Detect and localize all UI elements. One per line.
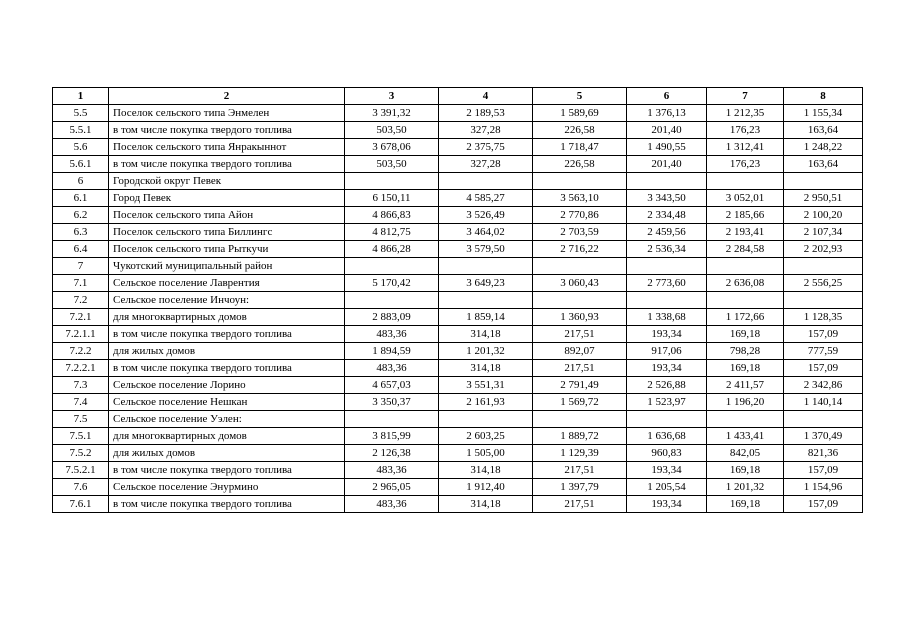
cell-col-5: 226,58 bbox=[533, 156, 627, 173]
cell-col-6: 1 636,68 bbox=[627, 428, 707, 445]
table-row bbox=[53, 394, 863, 411]
cell-name: в том числе покупка твердого топлива bbox=[109, 462, 345, 479]
cell-col-7: 1 201,32 bbox=[707, 479, 784, 496]
cell-number: 6.3 bbox=[53, 224, 109, 241]
cell-number: 5.5 bbox=[53, 105, 109, 122]
table-row bbox=[53, 496, 863, 513]
cell-col-5: 3 563,10 bbox=[533, 190, 627, 207]
cell-col-6: 2 459,56 bbox=[627, 224, 707, 241]
cell-col-8: 1 370,49 bbox=[784, 428, 863, 445]
cell-col-6: 201,40 bbox=[627, 122, 707, 139]
cell-col-5: 217,51 bbox=[533, 326, 627, 343]
cell-number: 5.6 bbox=[53, 139, 109, 156]
cell-col-8: 1 248,22 bbox=[784, 139, 863, 156]
cell-number: 7.4 bbox=[53, 394, 109, 411]
cell-col-7: 176,23 bbox=[707, 122, 784, 139]
cell-number: 7.2 bbox=[53, 292, 109, 309]
cell-number: 6.4 bbox=[53, 241, 109, 258]
cell-col-6: 193,34 bbox=[627, 462, 707, 479]
cell-col-6 bbox=[627, 411, 707, 428]
cell-col-8: 163,64 bbox=[784, 122, 863, 139]
table-row bbox=[53, 326, 863, 343]
cell-col-3 bbox=[345, 173, 439, 190]
cell-col-8: 1 154,96 bbox=[784, 479, 863, 496]
cell-col-8: 2 950,51 bbox=[784, 190, 863, 207]
table-row bbox=[53, 428, 863, 445]
cell-col-6: 1 338,68 bbox=[627, 309, 707, 326]
cell-col-5: 1 360,93 bbox=[533, 309, 627, 326]
cell-col-8: 2 202,93 bbox=[784, 241, 863, 258]
cell-col-3: 5 170,42 bbox=[345, 275, 439, 292]
cell-col-7: 842,05 bbox=[707, 445, 784, 462]
cell-col-4: 3 551,31 bbox=[439, 377, 533, 394]
cell-col-3 bbox=[345, 411, 439, 428]
cell-name: для многоквартирных домов bbox=[109, 428, 345, 445]
cell-col-6: 1 490,55 bbox=[627, 139, 707, 156]
header-col-8: 8 bbox=[784, 88, 863, 105]
cell-number: 7.2.1.1 bbox=[53, 326, 109, 343]
cell-name: Городской округ Певек bbox=[109, 173, 345, 190]
cell-col-5: 217,51 bbox=[533, 496, 627, 513]
cell-col-5: 892,07 bbox=[533, 343, 627, 360]
cell-col-6: 2 526,88 bbox=[627, 377, 707, 394]
table-row bbox=[53, 241, 863, 258]
cell-col-6 bbox=[627, 173, 707, 190]
cell-name: Поселок сельского типа Биллингс bbox=[109, 224, 345, 241]
cell-name: Поселок сельского типа Рыткучи bbox=[109, 241, 345, 258]
cell-col-5: 3 060,43 bbox=[533, 275, 627, 292]
cell-col-3: 4 657,03 bbox=[345, 377, 439, 394]
cell-col-3: 483,36 bbox=[345, 496, 439, 513]
cell-number: 7.6.1 bbox=[53, 496, 109, 513]
cell-col-8: 2 100,20 bbox=[784, 207, 863, 224]
cell-col-7: 1 212,35 bbox=[707, 105, 784, 122]
cell-col-5: 2 716,22 bbox=[533, 241, 627, 258]
cell-col-4: 327,28 bbox=[439, 156, 533, 173]
cell-col-7: 3 052,01 bbox=[707, 190, 784, 207]
cell-col-3: 2 126,38 bbox=[345, 445, 439, 462]
header-col-5: 5 bbox=[533, 88, 627, 105]
table-row bbox=[53, 445, 863, 462]
header-col-1: 1 bbox=[53, 88, 109, 105]
cell-col-6: 1 523,97 bbox=[627, 394, 707, 411]
cell-name: для жилых домов bbox=[109, 343, 345, 360]
cell-col-8 bbox=[784, 258, 863, 275]
cell-col-5: 217,51 bbox=[533, 462, 627, 479]
cell-col-3: 483,36 bbox=[345, 326, 439, 343]
cell-number: 7.2.1 bbox=[53, 309, 109, 326]
cell-number: 7.5.2.1 bbox=[53, 462, 109, 479]
table-row bbox=[53, 377, 863, 394]
cell-col-8: 2 556,25 bbox=[784, 275, 863, 292]
cell-col-6: 201,40 bbox=[627, 156, 707, 173]
table-row bbox=[53, 122, 863, 139]
cell-col-7: 1 172,66 bbox=[707, 309, 784, 326]
cell-col-4 bbox=[439, 173, 533, 190]
cell-col-3: 1 894,59 bbox=[345, 343, 439, 360]
cell-number: 7.2.2 bbox=[53, 343, 109, 360]
cell-col-7: 1 312,41 bbox=[707, 139, 784, 156]
cell-col-4 bbox=[439, 411, 533, 428]
cell-number: 7.3 bbox=[53, 377, 109, 394]
table-row bbox=[53, 343, 863, 360]
table-row bbox=[53, 275, 863, 292]
cell-col-7 bbox=[707, 173, 784, 190]
header-col-4: 4 bbox=[439, 88, 533, 105]
cell-col-5: 1 589,69 bbox=[533, 105, 627, 122]
cell-col-7 bbox=[707, 292, 784, 309]
cell-col-3 bbox=[345, 258, 439, 275]
cell-col-7: 169,18 bbox=[707, 326, 784, 343]
table-row bbox=[53, 207, 863, 224]
header-col-6: 6 bbox=[627, 88, 707, 105]
table-row bbox=[53, 309, 863, 326]
cell-col-4: 1 912,40 bbox=[439, 479, 533, 496]
cell-col-3: 4 866,83 bbox=[345, 207, 439, 224]
cell-col-7: 2 411,57 bbox=[707, 377, 784, 394]
cell-col-5 bbox=[533, 173, 627, 190]
cell-name: Поселок сельского типа Янракыннот bbox=[109, 139, 345, 156]
cell-col-7: 1 196,20 bbox=[707, 394, 784, 411]
cell-col-3: 2 883,09 bbox=[345, 309, 439, 326]
cell-name: Сельское поселение Уэлен: bbox=[109, 411, 345, 428]
cell-col-4: 1 859,14 bbox=[439, 309, 533, 326]
cell-col-3: 2 965,05 bbox=[345, 479, 439, 496]
table-row bbox=[53, 479, 863, 496]
cell-col-4: 314,18 bbox=[439, 462, 533, 479]
cell-col-7: 1 433,41 bbox=[707, 428, 784, 445]
cell-col-3: 3 350,37 bbox=[345, 394, 439, 411]
table-row bbox=[53, 105, 863, 122]
cell-col-4: 314,18 bbox=[439, 360, 533, 377]
cell-name: Город Певек bbox=[109, 190, 345, 207]
cell-name: Сельское поселение Лорино bbox=[109, 377, 345, 394]
cell-col-4: 327,28 bbox=[439, 122, 533, 139]
table-body bbox=[53, 105, 863, 513]
table-row bbox=[53, 139, 863, 156]
cell-col-8 bbox=[784, 173, 863, 190]
cell-col-4: 3 649,23 bbox=[439, 275, 533, 292]
cell-col-6: 2 536,34 bbox=[627, 241, 707, 258]
cell-col-4: 3 579,50 bbox=[439, 241, 533, 258]
table-row bbox=[53, 156, 863, 173]
cell-col-7: 2 636,08 bbox=[707, 275, 784, 292]
cell-col-8: 2 107,34 bbox=[784, 224, 863, 241]
cell-number: 7.5 bbox=[53, 411, 109, 428]
cell-col-5: 1 569,72 bbox=[533, 394, 627, 411]
cell-col-5 bbox=[533, 411, 627, 428]
cell-col-5: 2 703,59 bbox=[533, 224, 627, 241]
cell-col-5: 1 889,72 bbox=[533, 428, 627, 445]
table-header-row bbox=[53, 88, 863, 105]
cell-name: для жилых домов bbox=[109, 445, 345, 462]
cell-col-4: 314,18 bbox=[439, 496, 533, 513]
table-row bbox=[53, 190, 863, 207]
cell-col-8: 157,09 bbox=[784, 326, 863, 343]
table-row bbox=[53, 462, 863, 479]
cell-col-8: 157,09 bbox=[784, 462, 863, 479]
cell-col-6: 3 343,50 bbox=[627, 190, 707, 207]
cell-col-7: 2 185,66 bbox=[707, 207, 784, 224]
table-row bbox=[53, 411, 863, 428]
cell-col-3: 3 678,06 bbox=[345, 139, 439, 156]
cell-name: Сельское поселение Нешкан bbox=[109, 394, 345, 411]
cell-col-4: 3 526,49 bbox=[439, 207, 533, 224]
cell-col-3 bbox=[345, 292, 439, 309]
cell-col-3: 4 866,28 bbox=[345, 241, 439, 258]
cell-col-8 bbox=[784, 411, 863, 428]
cell-col-7: 2 193,41 bbox=[707, 224, 784, 241]
cell-number: 5.5.1 bbox=[53, 122, 109, 139]
cell-col-6: 1 376,13 bbox=[627, 105, 707, 122]
cell-col-3: 6 150,11 bbox=[345, 190, 439, 207]
cell-col-3: 483,36 bbox=[345, 360, 439, 377]
cell-number: 6.2 bbox=[53, 207, 109, 224]
cell-col-5: 1 129,39 bbox=[533, 445, 627, 462]
table-row bbox=[53, 224, 863, 241]
cell-col-6: 193,34 bbox=[627, 360, 707, 377]
cell-col-3: 483,36 bbox=[345, 462, 439, 479]
cell-col-5 bbox=[533, 258, 627, 275]
table-row bbox=[53, 292, 863, 309]
cell-col-4: 4 585,27 bbox=[439, 190, 533, 207]
cell-col-7: 798,28 bbox=[707, 343, 784, 360]
tariff-table bbox=[52, 87, 863, 513]
cell-col-6: 2 334,48 bbox=[627, 207, 707, 224]
cell-name: в том числе покупка твердого топлива bbox=[109, 326, 345, 343]
cell-col-4: 1 201,32 bbox=[439, 343, 533, 360]
cell-col-4: 1 505,00 bbox=[439, 445, 533, 462]
cell-number: 7.2.2.1 bbox=[53, 360, 109, 377]
cell-col-3: 4 812,75 bbox=[345, 224, 439, 241]
cell-col-8: 163,64 bbox=[784, 156, 863, 173]
cell-col-8: 1 140,14 bbox=[784, 394, 863, 411]
cell-number: 7.5.1 bbox=[53, 428, 109, 445]
cell-name: Сельское поселение Инчоун: bbox=[109, 292, 345, 309]
cell-name: для многоквартирных домов bbox=[109, 309, 345, 326]
cell-col-6 bbox=[627, 292, 707, 309]
cell-col-8: 1 155,34 bbox=[784, 105, 863, 122]
cell-name: Сельское поселение Энурмино bbox=[109, 479, 345, 496]
header-col-2: 2 bbox=[109, 88, 345, 105]
cell-col-8: 821,36 bbox=[784, 445, 863, 462]
cell-col-8: 777,59 bbox=[784, 343, 863, 360]
cell-col-4: 314,18 bbox=[439, 326, 533, 343]
cell-col-3: 503,50 bbox=[345, 122, 439, 139]
cell-name: в том числе покупка твердого топлива bbox=[109, 156, 345, 173]
header-col-3: 3 bbox=[345, 88, 439, 105]
cell-col-4: 3 464,02 bbox=[439, 224, 533, 241]
cell-col-4 bbox=[439, 258, 533, 275]
cell-number: 7 bbox=[53, 258, 109, 275]
header-col-7: 7 bbox=[707, 88, 784, 105]
cell-number: 7.6 bbox=[53, 479, 109, 496]
cell-name: Поселок сельского типа Айон bbox=[109, 207, 345, 224]
cell-col-5: 226,58 bbox=[533, 122, 627, 139]
cell-col-8: 2 342,86 bbox=[784, 377, 863, 394]
cell-col-4: 2 603,25 bbox=[439, 428, 533, 445]
cell-col-5: 1 397,79 bbox=[533, 479, 627, 496]
cell-name: Чукотский муниципальный район bbox=[109, 258, 345, 275]
cell-col-7: 169,18 bbox=[707, 360, 784, 377]
cell-col-6: 1 205,54 bbox=[627, 479, 707, 496]
cell-col-7 bbox=[707, 411, 784, 428]
cell-col-7: 169,18 bbox=[707, 496, 784, 513]
cell-name: Сельское поселение Лаврентия bbox=[109, 275, 345, 292]
cell-name: в том числе покупка твердого топлива bbox=[109, 122, 345, 139]
cell-col-5: 2 770,86 bbox=[533, 207, 627, 224]
cell-col-5: 217,51 bbox=[533, 360, 627, 377]
cell-col-6: 2 773,60 bbox=[627, 275, 707, 292]
cell-col-4: 2 375,75 bbox=[439, 139, 533, 156]
cell-col-7: 169,18 bbox=[707, 462, 784, 479]
cell-number: 5.6.1 bbox=[53, 156, 109, 173]
cell-number: 7.1 bbox=[53, 275, 109, 292]
cell-col-3: 3 815,99 bbox=[345, 428, 439, 445]
cell-col-8: 1 128,35 bbox=[784, 309, 863, 326]
cell-col-8: 157,09 bbox=[784, 360, 863, 377]
table-row bbox=[53, 173, 863, 190]
cell-col-3: 503,50 bbox=[345, 156, 439, 173]
cell-col-6: 960,83 bbox=[627, 445, 707, 462]
cell-col-6: 193,34 bbox=[627, 496, 707, 513]
cell-col-6 bbox=[627, 258, 707, 275]
table-row bbox=[53, 360, 863, 377]
cell-number: 7.5.2 bbox=[53, 445, 109, 462]
cell-col-5: 1 718,47 bbox=[533, 139, 627, 156]
cell-col-5 bbox=[533, 292, 627, 309]
cell-col-6: 917,06 bbox=[627, 343, 707, 360]
cell-col-7: 176,23 bbox=[707, 156, 784, 173]
cell-col-7: 2 284,58 bbox=[707, 241, 784, 258]
cell-col-6: 193,34 bbox=[627, 326, 707, 343]
cell-col-8: 157,09 bbox=[784, 496, 863, 513]
cell-number: 6 bbox=[53, 173, 109, 190]
cell-col-8 bbox=[784, 292, 863, 309]
cell-col-5: 2 791,49 bbox=[533, 377, 627, 394]
cell-number: 6.1 bbox=[53, 190, 109, 207]
cell-col-4: 2 161,93 bbox=[439, 394, 533, 411]
table-row bbox=[53, 258, 863, 275]
cell-col-7 bbox=[707, 258, 784, 275]
cell-name: в том числе покупка твердого топлива bbox=[109, 360, 345, 377]
cell-name: Поселок сельского типа Энмелен bbox=[109, 105, 345, 122]
cell-col-3: 3 391,32 bbox=[345, 105, 439, 122]
cell-col-4 bbox=[439, 292, 533, 309]
cell-name: в том числе покупка твердого топлива bbox=[109, 496, 345, 513]
cell-col-4: 2 189,53 bbox=[439, 105, 533, 122]
